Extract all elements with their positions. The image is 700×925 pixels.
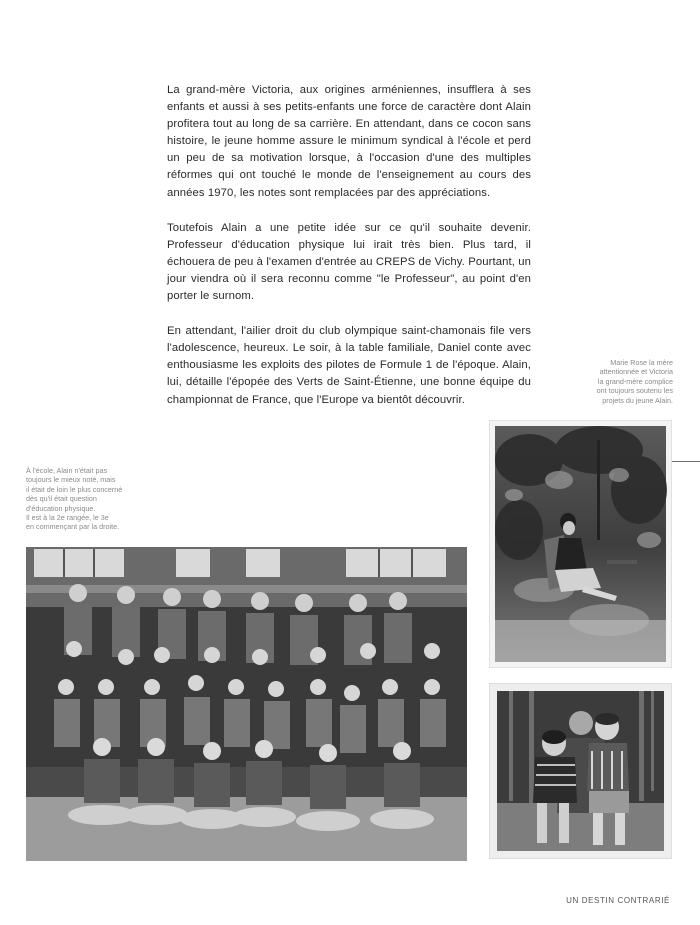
- caption-line: la grand-mère complice: [597, 376, 673, 386]
- caption-line: en commençant par la droite.: [26, 522, 120, 532]
- caption-family-photo: [548, 358, 673, 405]
- photo-garden: [489, 420, 672, 668]
- photo-boys: [489, 683, 672, 859]
- photo-boys-image: [489, 683, 672, 859]
- paragraph-3: En attendant, l'ailier droit du club olympique saint-chamonais file vers l'adolescence, heureux. Le soir, à la table familiale, Daniel conte avec enthousiasme les exploits des pilotes de Formule 1 de l'époque. Alain, lui, détaille l'épopée des Verts de Saint-Étienne, une bonne équipe du championnat de France, que l'Europe va bientôt découvrir.: [167, 325, 531, 406]
- photo-school-class-image: [26, 547, 467, 861]
- photo-school-class: [26, 547, 467, 861]
- paragraph-2: Toutefois Alain a une petite idée sur ce qu'il souhaite devenir. Professeur d'éducation physique lui irait très bien. Plus tard, il échouera de peu à l'examen d'entrée au CREPS de Vichy. Pourtant, un jour viendra où il sera reconnu comme "le Professeur", au point d'en porter le surnom.: [167, 221, 531, 303]
- caption-class-photo: [26, 466, 146, 532]
- caption-line: d'éducation physique.: [26, 503, 96, 513]
- body-text: [167, 82, 531, 427]
- photo-garden-image: [489, 420, 672, 668]
- caption-line: toujours le mieux noté, mais: [26, 475, 116, 485]
- caption-line: dès qu'il était question: [26, 494, 97, 504]
- running-footer: UN DESTIN CONTRARIÉ: [566, 896, 670, 905]
- caption-line: Il est à la 2e rangée, le 3e: [26, 513, 109, 523]
- caption-line: attentionnée et Victoria: [599, 367, 673, 377]
- caption-line: À l'école, Alain n'était pas: [26, 466, 108, 475]
- caption-line: ont toujours soutenu les: [596, 386, 673, 396]
- caption-line: Marie Rose la mère: [610, 358, 673, 367]
- paragraph-1: La grand-mère Victoria, aux origines arméniennes, insufflera à ses enfants et aussi à ses petits-enfants une force de caractère dont Alain profitera tout au long de sa carrière. En attendant, dans ce cocon sans histoire, le jeune homme assure le minimum syndical à l'école et perd un peu de sa motivation lorsque, à l'occasion d'une des multiples réformes qui ont touché le monde de l'enseignement au cours des années 1970, les notes sont remplacées par des appréciations.: [167, 84, 531, 199]
- caption-line: il était de loin le plus concerné: [26, 484, 123, 494]
- caption-line: projets du jeune Alain.: [602, 395, 673, 405]
